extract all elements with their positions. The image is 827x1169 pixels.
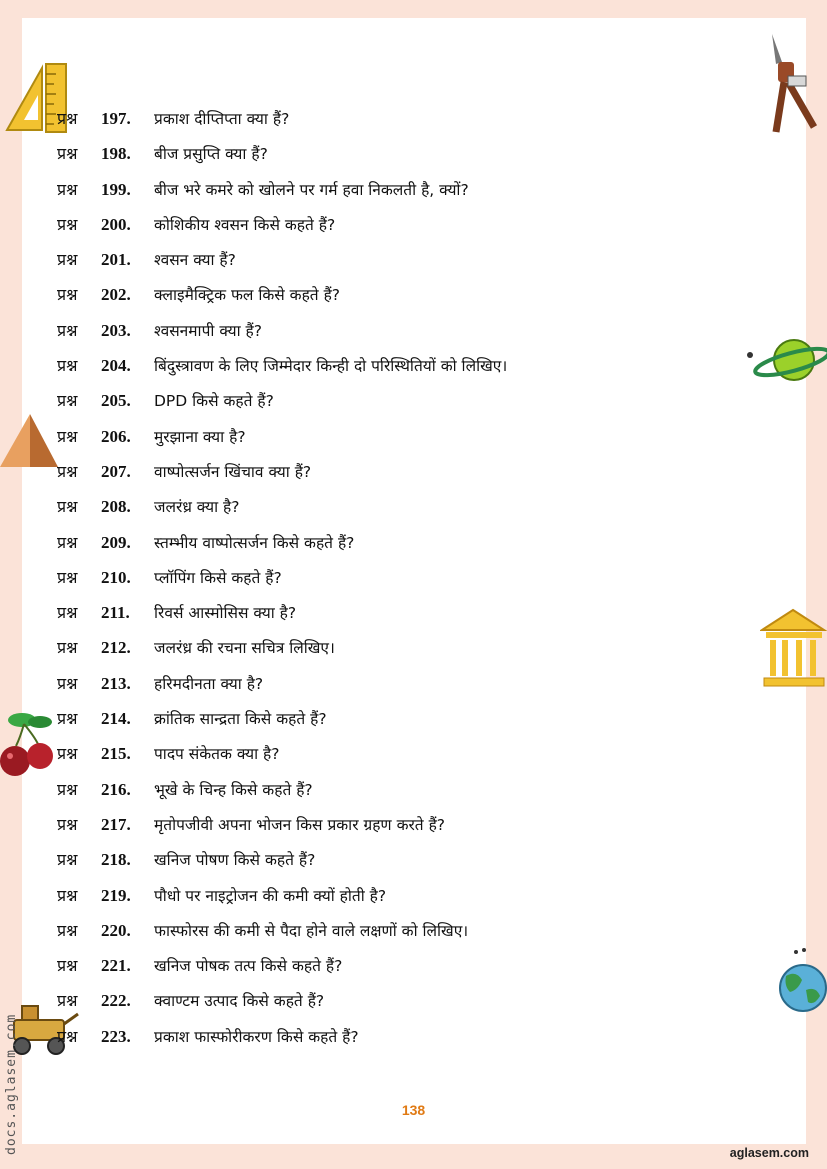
question-prefix: प्रश्न <box>57 144 78 164</box>
question-text: प्रकाश दीप्तिप्ता क्या हैं? <box>154 110 290 128</box>
question-number: 216. <box>101 779 131 799</box>
question-text: रिवर्स आस्मोसिस क्या है? <box>154 604 297 623</box>
question-prefix: प्रश्न <box>57 426 78 446</box>
question-row <box>57 951 797 986</box>
question-number: 211. <box>101 603 130 623</box>
question-row <box>57 351 797 386</box>
question-prefix: प्रश्न <box>57 356 78 376</box>
question-prefix: प्रश्न <box>57 250 78 270</box>
question-prefix: प्रश्न <box>57 814 78 834</box>
question-row <box>57 1022 797 1057</box>
question-row <box>57 881 797 916</box>
question-text: पादप संकेतक क्या है? <box>154 745 280 764</box>
question-number: 222. <box>101 991 131 1011</box>
question-text: बीज प्रसुप्ति क्या हैं? <box>154 145 268 164</box>
question-prefix: प्रश्न <box>57 179 78 199</box>
question-text: प्लॉपिंग किसे कहते हैं? <box>154 568 282 587</box>
question-row <box>57 457 797 492</box>
question-row <box>57 704 797 739</box>
question-row <box>57 528 797 563</box>
question-number: 219. <box>101 885 131 905</box>
question-number: 210. <box>101 567 131 587</box>
question-prefix: प्रश्न <box>57 603 78 623</box>
question-text: श्वसनमापी क्या हैं? <box>154 321 262 340</box>
question-list <box>57 104 797 1057</box>
question-text: क्रांतिक सान्द्रता किसे कहते हैं? <box>154 710 327 729</box>
cherries-icon <box>0 706 60 781</box>
question-text: वाष्पोत्सर्जन खिंचाव क्या हैं? <box>154 462 312 481</box>
site-watermark: aglasem.com <box>729 1146 809 1160</box>
question-text: क्लाइमैक्ट्रिक फल किसे कहते हैं? <box>154 286 341 305</box>
question-number: 198. <box>101 144 131 164</box>
question-number: 220. <box>101 920 131 940</box>
question-prefix: प्रश्न <box>57 320 78 340</box>
question-number: 201. <box>101 250 131 270</box>
question-prefix: प्रश्न <box>57 885 78 905</box>
question-text: मृतोपजीवी अपना भोजन किस प्रकार ग्रहण करते हैं? <box>154 815 446 834</box>
question-number: 200. <box>101 214 131 234</box>
question-row <box>57 386 797 421</box>
question-row <box>57 563 797 598</box>
question-prefix: प्रश्न <box>57 532 78 552</box>
question-prefix: प्रश्न <box>57 214 78 234</box>
question-number: 209. <box>101 532 131 552</box>
question-number: 223. <box>101 1026 131 1046</box>
question-prefix: प्रश्न <box>57 850 78 870</box>
question-prefix: प्रश्न <box>57 285 78 305</box>
question-row <box>57 492 797 527</box>
question-text: खनिज पोषण किसे कहते हैं? <box>154 851 316 870</box>
question-prefix: प्रश्न <box>57 109 78 128</box>
question-row <box>57 775 797 810</box>
question-row <box>57 633 797 668</box>
question-row <box>57 210 797 245</box>
question-number: 207. <box>101 461 131 481</box>
question-row <box>57 104 797 139</box>
question-number: 212. <box>101 638 131 658</box>
question-row <box>57 739 797 774</box>
question-prefix: प्रश्न <box>57 461 78 481</box>
question-prefix: प्रश्न <box>57 779 78 799</box>
question-row <box>57 139 797 174</box>
question-prefix: प्रश्न <box>57 638 78 658</box>
question-row <box>57 669 797 704</box>
question-row <box>57 916 797 951</box>
question-number: 203. <box>101 320 131 340</box>
question-number: 204. <box>101 356 131 376</box>
question-prefix: प्रश्न <box>57 567 78 587</box>
question-text: बीज भरे कमरे को खोलने पर गर्म हवा निकलती है, क्यों? <box>154 180 469 199</box>
question-number: 214. <box>101 709 131 729</box>
question-text: श्वसन क्या हैं? <box>154 251 236 270</box>
question-row <box>57 280 797 315</box>
question-text: कोशिकीय श्वसन किसे कहते हैं? <box>154 215 336 234</box>
question-text: बिंदुस्त्रावण के लिए जिम्मेदार किन्ही दो परिस्थितियों को लिखिए। <box>154 357 508 376</box>
question-prefix: प्रश्न <box>57 497 78 517</box>
question-number: 205. <box>101 391 131 411</box>
question-prefix: प्रश्न <box>57 744 78 764</box>
question-number: 213. <box>101 673 131 693</box>
question-number: 199. <box>101 179 131 199</box>
vertical-watermark: docs.aglasem.com <box>4 1013 19 1155</box>
page-number: 138 <box>401 1102 426 1118</box>
question-prefix: प्रश्न <box>57 991 78 1011</box>
pyramid-icon <box>0 412 60 470</box>
question-prefix: प्रश्न <box>57 1026 78 1046</box>
question-text: जलरंध्र क्या है? <box>154 498 240 517</box>
question-row <box>57 845 797 880</box>
question-number: 208. <box>101 497 131 517</box>
question-text: फास्फोरस की कमी से पैदा होने वाले लक्षणों को लिखिए। <box>154 921 469 940</box>
question-row <box>57 316 797 351</box>
question-number: 218. <box>101 850 131 870</box>
question-row <box>57 986 797 1021</box>
question-number: 221. <box>101 956 131 976</box>
question-row <box>57 175 797 210</box>
question-prefix: प्रश्न <box>57 673 78 693</box>
question-row <box>57 810 797 845</box>
question-text: जलरंध्र की रचना सचित्र लिखिए। <box>154 639 335 658</box>
question-text: पौधो पर नाइट्रोजन की कमी क्यों होती है? <box>154 886 387 905</box>
question-number: 217. <box>101 814 131 834</box>
question-text: मुरझाना क्या है? <box>154 427 246 446</box>
question-prefix: प्रश्न <box>57 391 78 411</box>
question-row <box>57 598 797 633</box>
question-number: 197. <box>101 109 131 128</box>
question-text: DPD किसे कहते हैं? <box>154 392 274 411</box>
question-prefix: प्रश्न <box>57 920 78 940</box>
question-prefix: प्रश्न <box>57 956 78 976</box>
question-number: 202. <box>101 285 131 305</box>
question-text: हरिमदीनता क्या है? <box>154 674 264 693</box>
question-row <box>57 245 797 280</box>
question-number: 206. <box>101 426 131 446</box>
question-text: स्तम्भीय वाष्पोत्सर्जन किसे कहते हैं? <box>154 533 355 552</box>
question-number: 215. <box>101 744 131 764</box>
question-text: क्वाण्टम उत्पाद किसे कहते हैं? <box>154 992 325 1011</box>
question-row <box>57 422 797 457</box>
question-text: प्रकाश फास्फोरीकरण किसे कहते हैं? <box>154 1027 359 1046</box>
question-prefix: प्रश्न <box>57 709 78 729</box>
question-text: भूखे के चिन्ह किसे कहते हैं? <box>154 780 313 799</box>
question-text: खनिज पोषक तत्प किसे कहते हैं? <box>154 957 343 976</box>
